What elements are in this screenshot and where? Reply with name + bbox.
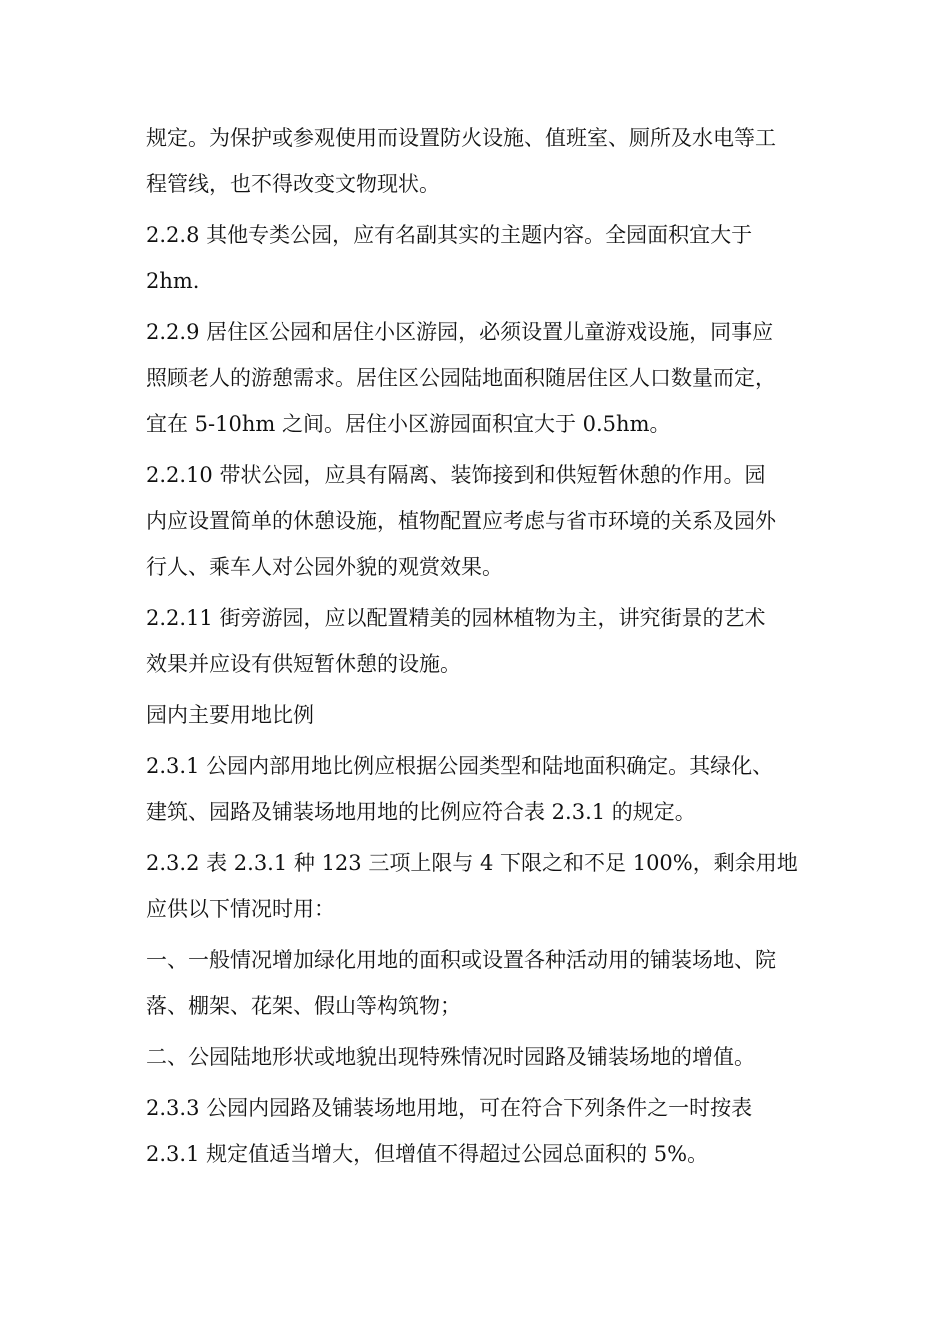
- section-heading: 园内主要用地比例: [146, 703, 314, 727]
- document-body: [146, 115, 810, 1177]
- text-line-9: 内应设置简单的休憩设施，植物配置应考虑与省市环境的关系及园外: [146, 509, 776, 533]
- text-line-4: 2hm.: [146, 269, 200, 293]
- text-line-19: 落、棚架、花架、假山等构筑物；: [146, 994, 461, 1018]
- text-line-22: 2.3.1 规定值适当增大，但增值不得超过公园总面积的 5%。: [146, 1142, 709, 1166]
- text-line-6: 照顾老人的游憩需求。居住区公园陆地面积随居住区人口数量而定，: [146, 366, 776, 390]
- text-line-18: 一、一般情况增加绿化用地的面积或设置各种活动用的铺装场地、院: [146, 948, 776, 972]
- text-line-2: 程管线，也不得改变文物现状。: [146, 172, 440, 196]
- text-line-1: 规定。为保护或参观使用而设置防火设施、值班室、厕所及水电等工: [146, 126, 776, 150]
- text-line-16: 2.3.2 表 2.3.1 种 123 三项上限与 4 下限之和不足 100%，剩余用地: [146, 851, 798, 875]
- text-line-12: 效果并应设有供短暂休憩的设施。: [146, 652, 461, 676]
- text-line-20: 二、公园陆地形状或地貌出现特殊情况时园路及铺装场地的增值。: [146, 1045, 755, 1069]
- text-line-3: 2.2.8 其他专类公园，应有名副其实的主题内容。全园面积宜大于: [146, 223, 753, 247]
- text-line-5: 2.2.9 居住区公园和居住小区游园，必须设置儿童游戏设施，同事应: [146, 320, 774, 344]
- text-line-7: 宜在 5-10hm 之间。居住小区游园面积宜大于 0.5hm。: [146, 412, 671, 436]
- text-line-10: 行人、乘车人对公园外貌的观赏效果。: [146, 555, 503, 579]
- text-line-11: 2.2.11 街旁游园，应以配置精美的园林植物为主，讲究街景的艺术: [146, 606, 766, 630]
- text-line-21: 2.3.3 公园内园路及铺装场地用地，可在符合下列条件之一时按表: [146, 1096, 753, 1120]
- text-line-15: 建筑、园路及铺装场地用地的比例应符合表 2.3.1 的规定。: [146, 800, 696, 824]
- text-line-17: 应供以下情况时用：: [146, 897, 335, 921]
- text-line-14: 2.3.1 公园内部用地比例应根据公园类型和陆地面积确定。其绿化、: [146, 754, 774, 778]
- text-line-8: 2.2.10 带状公园，应具有隔离、装饰接到和供短暂休憩的作用。园: [146, 463, 766, 487]
